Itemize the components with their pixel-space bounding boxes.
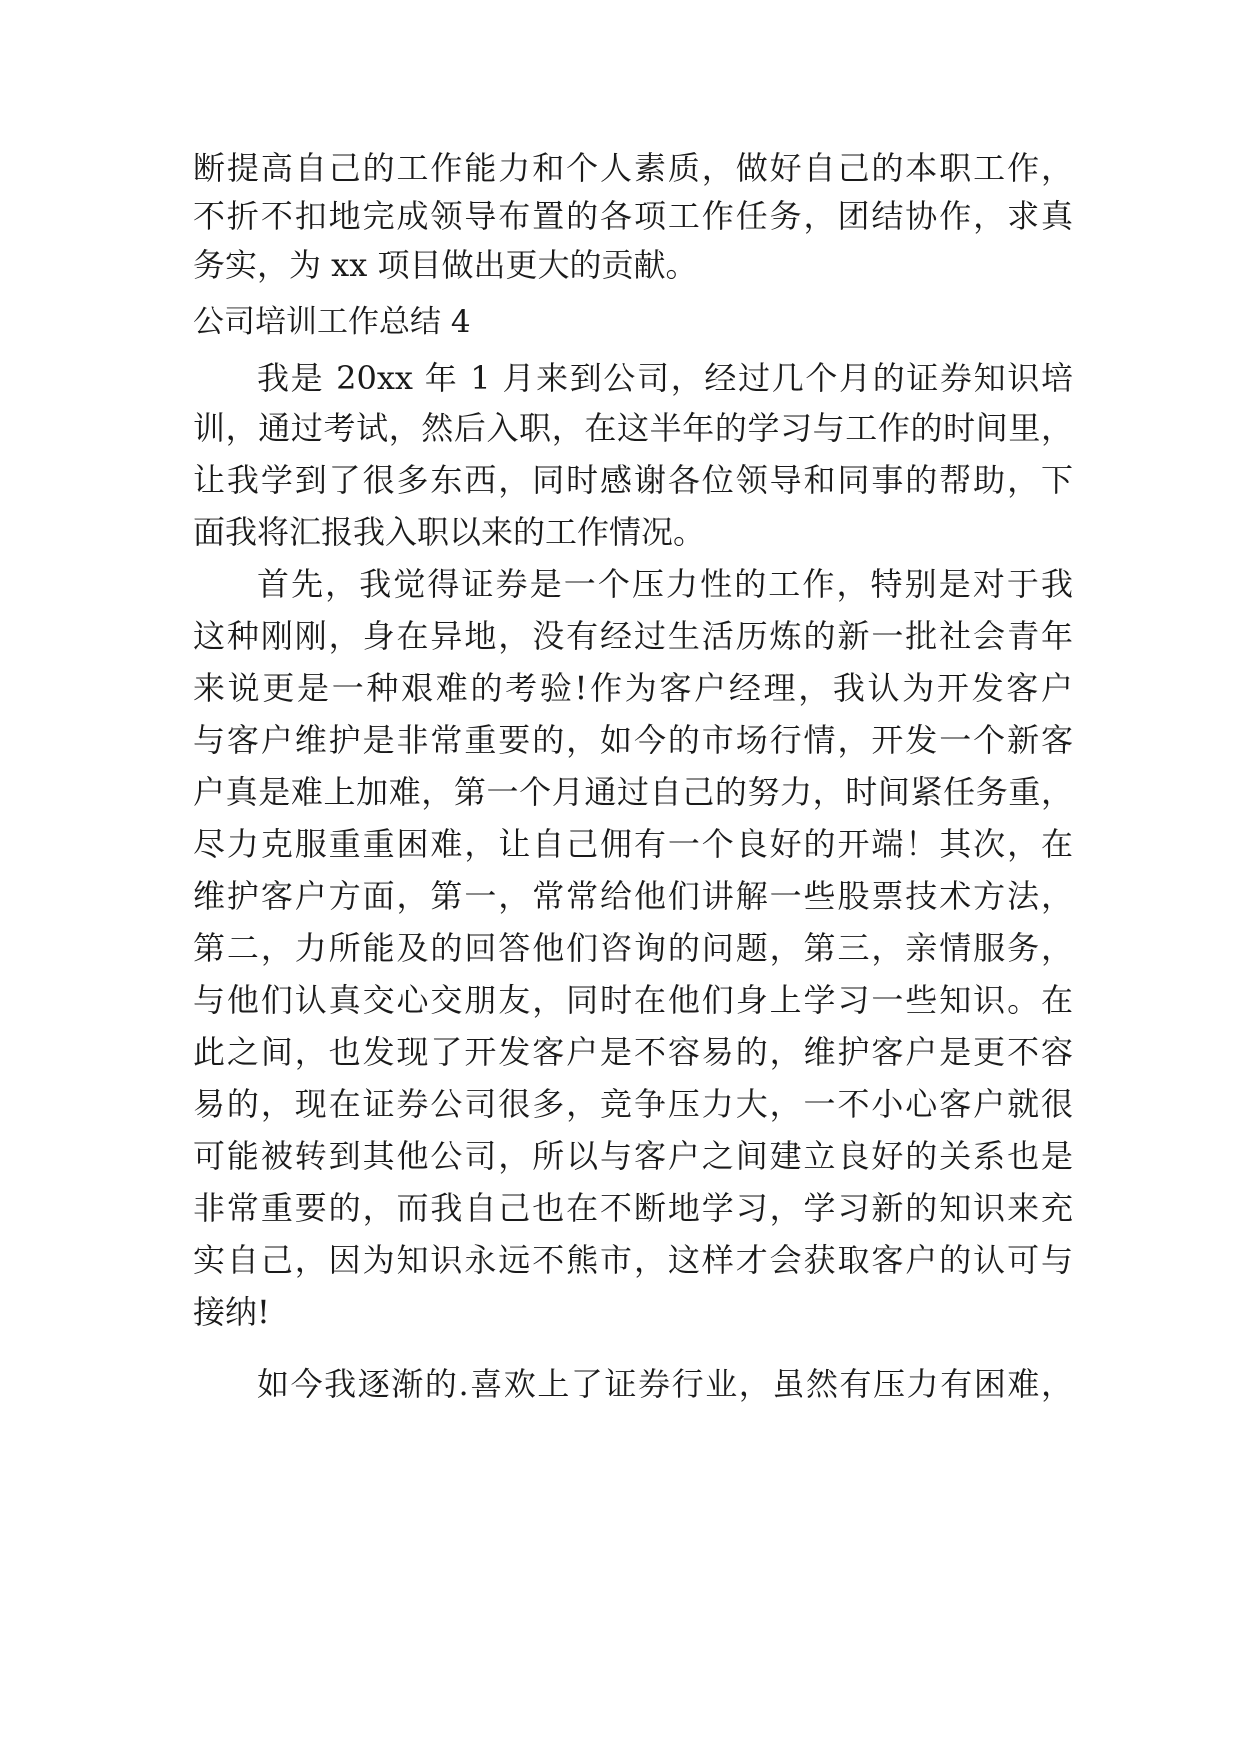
text-line: 务实，为 xx 项目做出更大的贡献。	[193, 246, 698, 284]
text-line: 如今我逐渐的.喜欢上了证券行业，虽然有压力有困难，	[257, 1365, 1073, 1403]
section-heading: 公司培训工作总结 4	[193, 304, 471, 340]
text-line: 面我将汇报我入职以来的工作情况。	[193, 513, 706, 551]
text-line: 此之间，也发现了开发客户是不容易的，维护客户是更不容	[193, 1033, 1073, 1071]
text-line: 与他们认真交心交朋友，同时在他们身上学习一些知识。在	[193, 981, 1073, 1019]
text-line: 不折不扣地完成领导布置的各项工作任务，团结协作，求真	[193, 197, 1073, 235]
text-line: 尽力克服重重困难，让自己佣有一个良好的开端！其次，在	[193, 825, 1073, 863]
text-line: 第二，力所能及的回答他们咨询的问题，第三，亲情服务，	[193, 929, 1073, 967]
text-line: 非常重要的，而我自己也在不断地学习，学习新的知识来充	[193, 1189, 1073, 1227]
text-line: 首先，我觉得证券是一个压力性的工作，特别是对于我	[257, 565, 1073, 603]
text-line: 实自己，因为知识永远不熊市，这样才会获取客户的认可与	[193, 1241, 1073, 1279]
text-line: 户真是难上加难，第一个月通过自己的努力，时间紧任务重，	[193, 773, 1073, 811]
text-line: 这种刚刚，身在异地，没有经过生活历炼的新一批社会青年	[193, 617, 1073, 655]
text-line: 断提高自己的工作能力和个人素质，做好自己的本职工作，	[193, 149, 1073, 187]
text-line: 接纳!	[193, 1293, 270, 1331]
text-line: 可能被转到其他公司，所以与客户之间建立良好的关系也是	[193, 1137, 1073, 1175]
text-line: 我是 20xx 年 1 月来到公司，经过几个月的证券知识培	[257, 359, 1073, 397]
text-line: 来说更是一种艰难的考验!作为客户经理，我认为开发客户	[193, 669, 1073, 707]
text-line: 让我学到了很多东西，同时感谢各位领导和同事的帮助，下	[193, 461, 1073, 499]
text-line: 维护客户方面，第一，常常给他们讲解一些股票技术方法，	[193, 877, 1073, 915]
text-line: 训，通过考试，然后入职，在这半年的学习与工作的时间里，	[193, 409, 1073, 447]
text-line: 易的，现在证券公司很多，竞争压力大，一不小心客户就很	[193, 1085, 1073, 1123]
text-line: 与客户维护是非常重要的，如今的市场行情，开发一个新客	[193, 721, 1073, 759]
